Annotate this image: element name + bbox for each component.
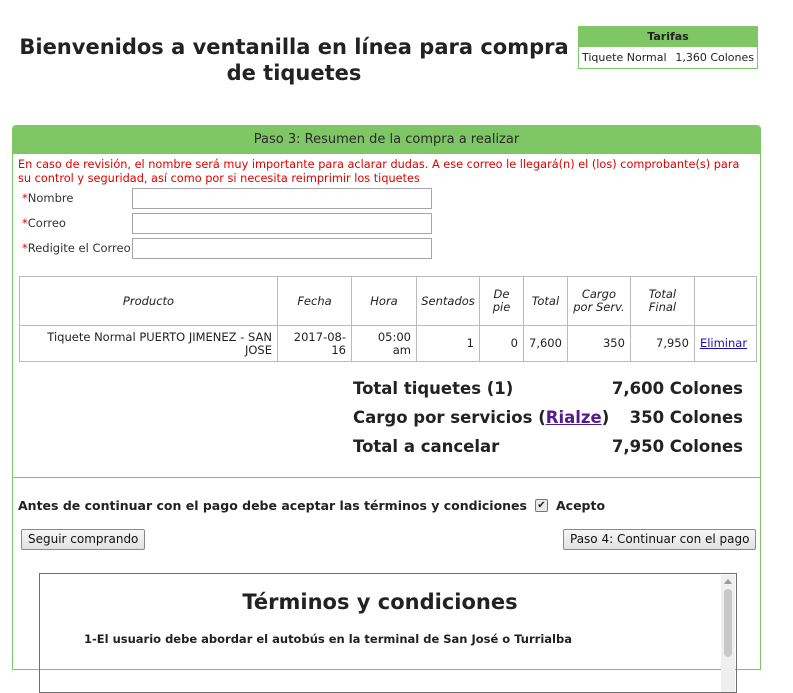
col-hora: Hora bbox=[352, 277, 417, 326]
accept-checkbox[interactable]: ✔ bbox=[535, 499, 548, 512]
cell-depie: 0 bbox=[480, 326, 524, 362]
cell-total: 7,600 bbox=[524, 326, 568, 362]
terms-box[interactable] bbox=[39, 573, 737, 693]
col-fecha: Fecha bbox=[278, 277, 352, 326]
terms-scrollbar[interactable] bbox=[721, 575, 735, 693]
cell-sentados: 1 bbox=[417, 326, 480, 362]
continuar-pago-button[interactable]: Paso 4: Continuar con el pago bbox=[563, 529, 756, 550]
total-cancelar-row bbox=[353, 437, 743, 456]
cell-total-final: 7,950 bbox=[630, 326, 694, 362]
total-tiquetes-row bbox=[353, 379, 743, 398]
col-producto: Producto bbox=[20, 277, 278, 326]
total-tiquetes-value: 7,600 Colones bbox=[611, 379, 743, 398]
correo-label: *Correo bbox=[22, 216, 66, 230]
panel-heading: Paso 3: Resumen de la compra a realizar bbox=[13, 126, 760, 154]
total-cancelar-value: 7,950 Colones bbox=[611, 437, 743, 456]
terms-accept-row bbox=[18, 498, 605, 513]
cart-table bbox=[19, 276, 757, 362]
cell-cargo: 350 bbox=[567, 326, 630, 362]
col-total: Total bbox=[524, 277, 568, 326]
eliminar-link[interactable]: Eliminar bbox=[699, 336, 748, 350]
col-action bbox=[694, 277, 756, 326]
tarifas-header: Tarifas bbox=[579, 27, 757, 47]
recorreo-row bbox=[22, 237, 432, 259]
notice-text: En caso de revisión, el nombre será muy importante para aclarar dudas. A ese correo le llegará(n) el (los) comprobante(s) para su control y seguridad, así como por si necesita reimprimir los tiquetes bbox=[18, 158, 740, 185]
purchase-summary-panel bbox=[12, 125, 761, 670]
cell-producto: Tiquete Normal PUERTO JIMENEZ - SAN JOSE bbox=[20, 326, 278, 362]
terms-line: 1-El usuario debe abordar el autobús en la terminal de San José o Turrialba bbox=[84, 632, 572, 646]
cell-fecha: 2017-08-16 bbox=[278, 326, 352, 362]
col-sentados: Sentados bbox=[417, 277, 480, 326]
recorreo-label: *Redigite el Correo bbox=[22, 241, 131, 255]
col-cargo: Cargo por Serv. bbox=[567, 277, 630, 326]
nombre-input[interactable] bbox=[132, 188, 432, 209]
page-title-line2: de tiquetes bbox=[226, 61, 362, 85]
cell-hora: 05:00 am bbox=[352, 326, 417, 362]
cargo-servicios-row bbox=[353, 408, 743, 427]
tarifas-row bbox=[579, 47, 757, 68]
tarifas-table bbox=[578, 26, 758, 69]
correo-row bbox=[22, 212, 432, 234]
rialze-link[interactable]: Rialze bbox=[545, 408, 602, 427]
correo-input[interactable] bbox=[132, 213, 432, 234]
nombre-label: *Nombre bbox=[22, 191, 74, 205]
terms-title: Términos y condiciones bbox=[242, 590, 518, 614]
scroll-up-icon[interactable] bbox=[724, 579, 732, 584]
scroll-thumb[interactable] bbox=[724, 589, 732, 657]
nombre-row bbox=[22, 187, 432, 209]
col-total-final: Total Final bbox=[630, 277, 694, 326]
table-row bbox=[20, 326, 757, 362]
total-cancelar-label: Total a cancelar bbox=[353, 437, 500, 456]
divider bbox=[13, 477, 760, 478]
terms-accept-text: Antes de continuar con el pago debe aceptar las términos y condiciones bbox=[18, 498, 527, 513]
tarifa-name: Tiquete Normal bbox=[582, 51, 667, 64]
page-title bbox=[14, 34, 574, 86]
cargo-servicios-label: Cargo por servicios (Rialze) bbox=[353, 408, 610, 427]
page-title-line1: Bienvenidos a ventanilla en línea para compra bbox=[19, 35, 569, 59]
cell-action bbox=[694, 326, 756, 362]
total-tiquetes-label: Total tiquetes (1) bbox=[353, 379, 514, 398]
cart-header-row bbox=[20, 277, 757, 326]
col-depie: De pie bbox=[480, 277, 524, 326]
seguir-comprando-button[interactable]: Seguir comprando bbox=[21, 529, 145, 550]
cargo-servicios-value: 350 Colones bbox=[629, 408, 743, 427]
accept-label: Acepto bbox=[555, 498, 606, 513]
tarifa-price: 1,360 Colones bbox=[675, 51, 754, 64]
recorreo-input[interactable] bbox=[132, 238, 432, 259]
